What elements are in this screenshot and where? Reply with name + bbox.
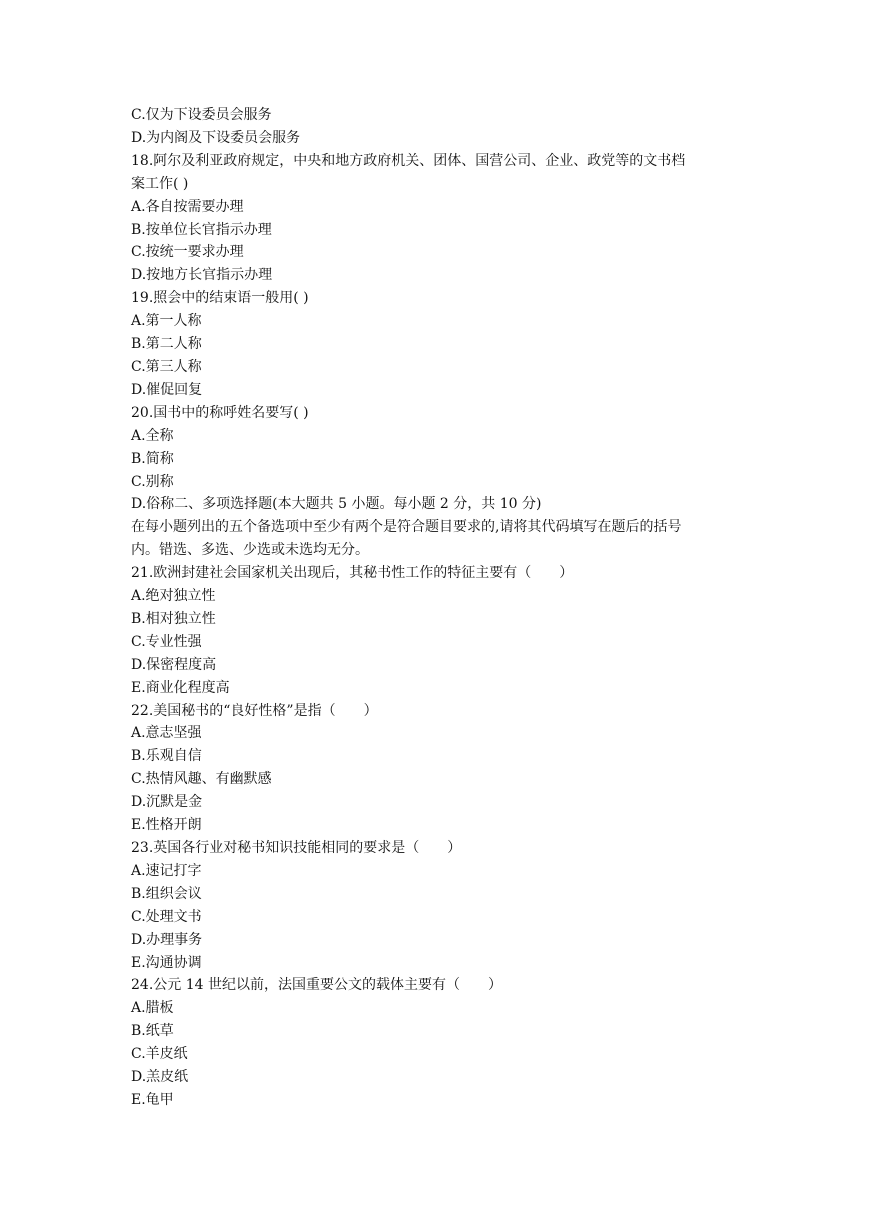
question-24: 24.公元 14 世纪以前，法国重要公文的载体主要有（ ） [131,977,502,994]
option-d-q24: D.羔皮纸 [131,1069,189,1086]
option-c-q23: C.处理文书 [131,908,202,925]
option-b-q21: B.相对独立性 [131,610,216,627]
option-a-q23: A.速记打字 [131,862,202,879]
option-d-q21: D.保密程度高 [131,656,217,673]
option-c-q24: C.羊皮纸 [131,1046,188,1063]
question-21: 21.欧洲封建社会国家机关出现后，其秘书性工作的特征主要有（ ） [131,565,574,582]
question-18-line-1: 18.阿尔及利亚政府规定，中央和地方政府机关、团体、国营公司、企业、政党等的文书档 [131,152,686,169]
option-b-q22: B.乐观自信 [131,748,202,765]
option-b-q24: B.纸草 [131,1023,174,1040]
option-a-q20: A.全称 [131,427,174,444]
question-18-line-2: 案工作( ) [131,175,189,192]
question-20: 20.国书中的称呼姓名要写( ) [131,404,309,421]
option-c-q22: C.热情风趣、有幽默感 [131,771,272,788]
option-d-q18: D.按地方长官指示办理 [131,267,273,284]
option-a-q24: A.腊板 [131,1000,174,1017]
option-a-q19: A.第一人称 [131,313,202,330]
question-19: 19.照会中的结束语一般用( ) [131,290,309,307]
option-c-q20: C.别称 [131,473,174,490]
option-c-q17: C.仅为下设委员会服务 [131,107,272,123]
document-page [131,104,751,1112]
section-instructions-line-1: 在每小题列出的五个备选项中至少有两个是符合题目要求的,请将其代码填写在题后的括号 [131,519,682,536]
option-d-q19: D.催促回复 [131,381,203,398]
option-a-q21: A.绝对独立性 [131,588,216,605]
section-instructions-line-2: 内。错选、多选、少选或未选均无分。 [131,542,369,559]
option-e-q22: E.性格开朗 [131,817,202,834]
option-e-q23: E.沟通协调 [131,954,202,971]
option-b-q20: B.简称 [131,450,174,467]
option-d-q22: D.沉默是金 [131,794,203,811]
option-e-q24: E.龟甲 [131,1091,174,1108]
option-a-q22: A.意志坚强 [131,725,202,742]
option-d-q23: D.办理事务 [131,931,203,948]
question-23: 23.英国各行业对秘书知识技能相同的要求是（ ） [131,840,462,856]
option-d-q17: D.为内阁及下设委员会服务 [131,129,301,146]
option-c-q18: C.按统一要求办理 [131,244,244,261]
option-b-q23: B.组织会议 [131,885,202,902]
option-b-q19: B.第二人称 [131,336,202,353]
option-d-q20-section-heading: D.俗称二、多项选择题(本大题共 5 小题。每小题 2 分，共 10 分) [131,496,542,513]
option-e-q21: E.商业化程度高 [131,679,230,696]
option-c-q21: C.专业性强 [131,633,202,650]
option-c-q19: C.第三人称 [131,358,202,375]
option-a-q18: A.各自按需要办理 [131,198,244,215]
question-22: 22.美国秘书的“良好性格”是指（ ） [131,702,378,719]
option-b-q18: B.按单位长官指示办理 [131,221,272,238]
